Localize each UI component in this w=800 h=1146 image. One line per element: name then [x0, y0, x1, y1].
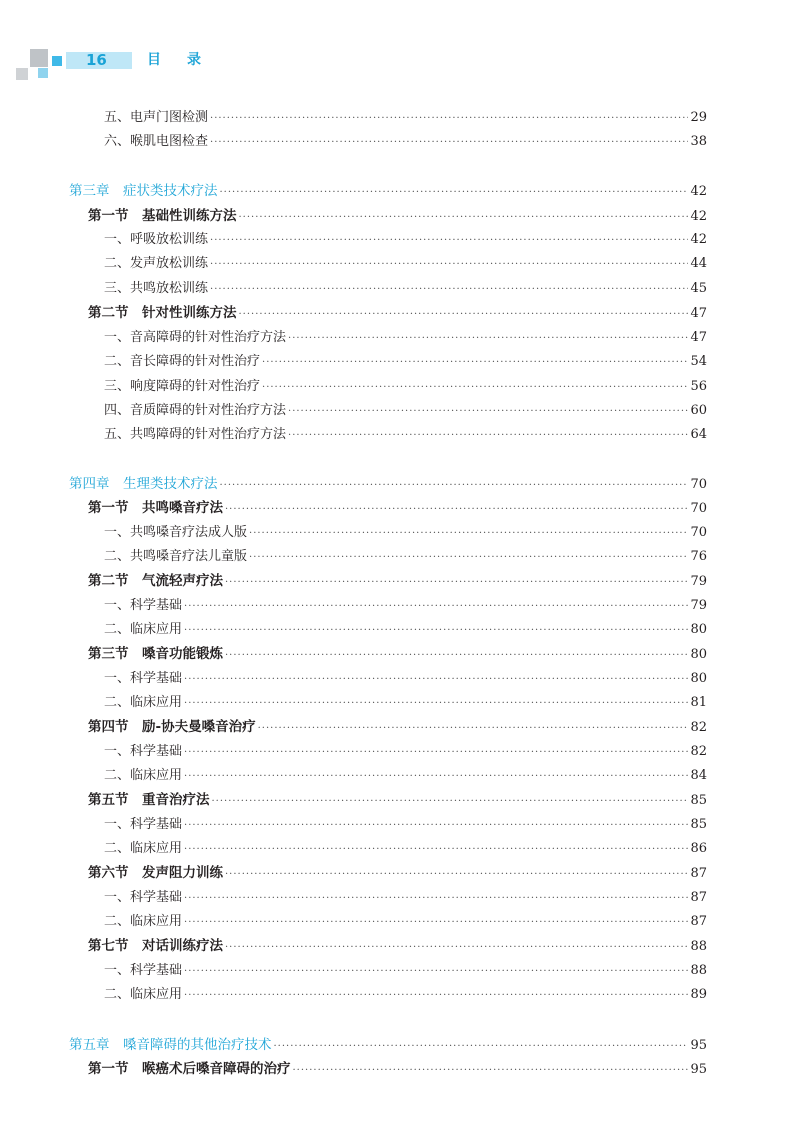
toc-leader-dots — [184, 815, 688, 837]
toc-leader-dots — [249, 523, 688, 545]
toc-item-label: 一、科学基础 — [104, 598, 183, 613]
toc-item-label: 二、临床应用 — [104, 987, 183, 1002]
toc-section-label: 第六节 发声阻力训练 — [88, 865, 223, 881]
toc-section-page: 79 — [690, 574, 707, 589]
toc-item[interactable] — [0, 765, 707, 787]
toc-leader-dots — [258, 718, 689, 740]
toc-leader-dots — [225, 937, 688, 959]
toc-item[interactable] — [0, 253, 707, 275]
toc-chapter[interactable] — [0, 1034, 707, 1056]
toc-item-page: 44 — [690, 256, 707, 271]
toc-item-label: 五、电声门图检测 — [104, 110, 209, 125]
toc-section[interactable] — [0, 862, 707, 884]
toc-item-page: 87 — [690, 914, 707, 929]
toc-item[interactable] — [0, 400, 707, 422]
toc-leader-dots — [184, 888, 688, 910]
toc-item[interactable] — [0, 960, 707, 982]
toc-section-page: 47 — [690, 306, 707, 321]
toc-section-page: 80 — [690, 647, 707, 662]
toc-item-page: 82 — [690, 744, 707, 759]
toc-leader-dots — [220, 182, 689, 204]
toc-section-page: 42 — [690, 209, 707, 224]
toc-section-label: 第一节 基础性训练方法 — [88, 208, 237, 224]
toc-item-label: 二、共鸣嗓音疗法儿童版 — [104, 549, 248, 564]
toc-item[interactable] — [0, 376, 707, 398]
toc-chapter-label: 第三章 症状类技术疗法 — [69, 183, 218, 199]
toc-item[interactable] — [0, 595, 707, 617]
toc-section-page: 85 — [690, 793, 707, 808]
toc-item[interactable] — [0, 984, 707, 1006]
toc-item[interactable] — [0, 351, 707, 373]
toc-leader-dots — [274, 1036, 689, 1058]
toc-item-label: 一、呼吸放松训练 — [104, 232, 209, 247]
toc-item-label: 六、喉肌电图检查 — [104, 134, 209, 149]
toc-leader-dots — [210, 230, 688, 252]
toc-item-label: 三、响度障碍的针对性治疗 — [104, 379, 261, 394]
toc-item-page: 86 — [690, 841, 707, 856]
toc-item-label: 一、科学基础 — [104, 963, 183, 978]
toc-item-page: 64 — [690, 427, 707, 442]
toc-leader-dots — [184, 985, 688, 1007]
toc-item[interactable] — [0, 424, 707, 446]
toc-item-label: 一、科学基础 — [104, 817, 183, 832]
toc-item-label: 二、临床应用 — [104, 841, 183, 856]
toc-item-page: 60 — [690, 403, 707, 418]
header-page-number: 16 — [86, 51, 107, 69]
toc-leader-dots — [184, 620, 688, 642]
header-decoration-square — [52, 56, 62, 66]
toc-chapter[interactable] — [0, 473, 707, 495]
toc-chapter-label: 第五章 嗓音障碍的其他治疗技术 — [69, 1037, 272, 1053]
toc-item-label: 二、临床应用 — [104, 768, 183, 783]
toc-section-label: 第二节 针对性训练方法 — [88, 305, 237, 321]
toc-section-page: 88 — [690, 939, 707, 954]
toc-section-label: 第五节 重音治疗法 — [88, 792, 210, 808]
toc-section[interactable] — [0, 570, 707, 592]
toc-section-label: 第四节 励-协夫曼嗓音治疗 — [88, 719, 256, 735]
toc-chapter[interactable] — [0, 180, 707, 202]
toc-item[interactable] — [0, 522, 707, 544]
toc-item-page: 84 — [690, 768, 707, 783]
toc-item-label: 一、共鸣嗓音疗法成人版 — [104, 525, 248, 540]
toc-item[interactable] — [0, 229, 707, 251]
toc-item-page: 88 — [690, 963, 707, 978]
toc-chapter-page: 42 — [690, 184, 707, 199]
toc-item-label: 五、共鸣障碍的针对性治疗方法 — [104, 427, 287, 442]
toc-leader-dots — [225, 864, 688, 886]
toc-section[interactable] — [0, 716, 707, 738]
toc-leader-dots — [184, 912, 688, 934]
toc-leader-dots — [293, 1060, 689, 1082]
toc-section-page: 82 — [690, 720, 707, 735]
header-decoration-square — [38, 68, 48, 78]
toc-item-label: 一、科学基础 — [104, 744, 183, 759]
toc-item-page: 79 — [690, 598, 707, 613]
toc-item-page: 70 — [690, 525, 707, 540]
toc-item[interactable] — [0, 692, 707, 714]
toc-item[interactable] — [0, 887, 707, 909]
toc-item[interactable] — [0, 546, 707, 568]
toc-item-label: 三、共鸣放松训练 — [104, 281, 209, 296]
toc-item-page: 54 — [690, 354, 707, 369]
toc-leader-dots — [288, 401, 688, 423]
toc-leader-dots — [210, 254, 688, 276]
toc-leader-dots — [212, 791, 689, 813]
toc-leader-dots — [239, 207, 689, 229]
toc-leader-dots — [184, 669, 688, 691]
header-decoration-square — [30, 49, 48, 67]
toc-leader-dots — [184, 839, 688, 861]
toc-section-page: 87 — [690, 866, 707, 881]
toc-item[interactable] — [0, 814, 707, 836]
toc-item-page: 80 — [690, 671, 707, 686]
toc-item-page: 76 — [690, 549, 707, 564]
toc-leader-dots — [249, 547, 688, 569]
toc-leader-dots — [210, 108, 688, 130]
toc-leader-dots — [239, 304, 689, 326]
toc-section[interactable] — [0, 205, 707, 227]
toc-section[interactable] — [0, 789, 707, 811]
toc-section[interactable] — [0, 935, 707, 957]
toc-item-page: 89 — [690, 987, 707, 1002]
toc-item[interactable] — [0, 278, 707, 300]
toc-item[interactable] — [0, 327, 707, 349]
toc-item-label: 一、科学基础 — [104, 890, 183, 905]
toc-item-page: 29 — [690, 110, 707, 125]
toc-leader-dots — [225, 645, 688, 667]
toc-item-label: 一、科学基础 — [104, 671, 183, 686]
toc-section-page: 70 — [690, 501, 707, 516]
toc-leader-dots — [225, 499, 688, 521]
toc-item[interactable] — [0, 741, 707, 763]
toc-section-label: 第二节 气流轻声疗法 — [88, 573, 223, 589]
toc-leader-dots — [184, 596, 688, 618]
toc-item-label: 二、临床应用 — [104, 914, 183, 929]
toc-leader-dots — [288, 328, 688, 350]
toc-item-label: 一、音高障碍的针对性治疗方法 — [104, 330, 287, 345]
toc-chapter-page: 95 — [690, 1038, 707, 1053]
toc-leader-dots — [210, 132, 688, 154]
toc-section[interactable] — [0, 302, 707, 324]
toc-item-label: 四、音质障碍的针对性治疗方法 — [104, 403, 287, 418]
toc-item[interactable] — [0, 131, 707, 153]
toc-item-page: 80 — [690, 622, 707, 637]
toc-leader-dots — [262, 377, 688, 399]
toc-item-page: 45 — [690, 281, 707, 296]
toc-item-page: 56 — [690, 379, 707, 394]
toc-section[interactable] — [0, 1058, 707, 1080]
toc-item-label: 二、临床应用 — [104, 622, 183, 637]
toc-chapter-label: 第四章 生理类技术疗法 — [69, 476, 218, 492]
toc-item-label: 二、临床应用 — [104, 695, 183, 710]
toc-item[interactable] — [0, 911, 707, 933]
toc-section-label: 第七节 对话训练疗法 — [88, 938, 223, 954]
toc-item[interactable] — [0, 838, 707, 860]
toc-item-label: 二、发声放松训练 — [104, 256, 209, 271]
toc-section[interactable] — [0, 497, 707, 519]
header-decoration-square — [16, 68, 28, 80]
toc-item[interactable] — [0, 107, 707, 129]
toc-leader-dots — [220, 475, 689, 497]
toc-item-page: 85 — [690, 817, 707, 832]
toc-item-page: 38 — [690, 134, 707, 149]
toc-leader-dots — [184, 742, 688, 764]
toc-item-label: 二、音长障碍的针对性治疗 — [104, 354, 261, 369]
toc-item-page: 42 — [690, 232, 707, 247]
toc-section-label: 第一节 共鸣嗓音疗法 — [88, 500, 223, 516]
toc-section[interactable] — [0, 643, 707, 665]
toc-leader-dots — [184, 766, 688, 788]
toc-section-label: 第一节 喉癌术后嗓音障碍的治疗 — [88, 1061, 291, 1077]
toc-chapter-page: 70 — [690, 477, 707, 492]
toc-leader-dots — [225, 572, 688, 594]
toc-leader-dots — [288, 425, 688, 447]
toc-item-page: 47 — [690, 330, 707, 345]
toc-item[interactable] — [0, 668, 707, 690]
toc-leader-dots — [184, 693, 688, 715]
header-title: 目录 — [147, 52, 227, 68]
toc-leader-dots — [184, 961, 688, 983]
toc-item-page: 87 — [690, 890, 707, 905]
toc-section-label: 第三节 嗓音功能锻炼 — [88, 646, 223, 662]
toc-item-page: 81 — [690, 695, 707, 710]
toc-leader-dots — [262, 352, 688, 374]
toc-section-page: 95 — [690, 1062, 707, 1077]
toc-leader-dots — [210, 279, 688, 301]
toc-item[interactable] — [0, 619, 707, 641]
